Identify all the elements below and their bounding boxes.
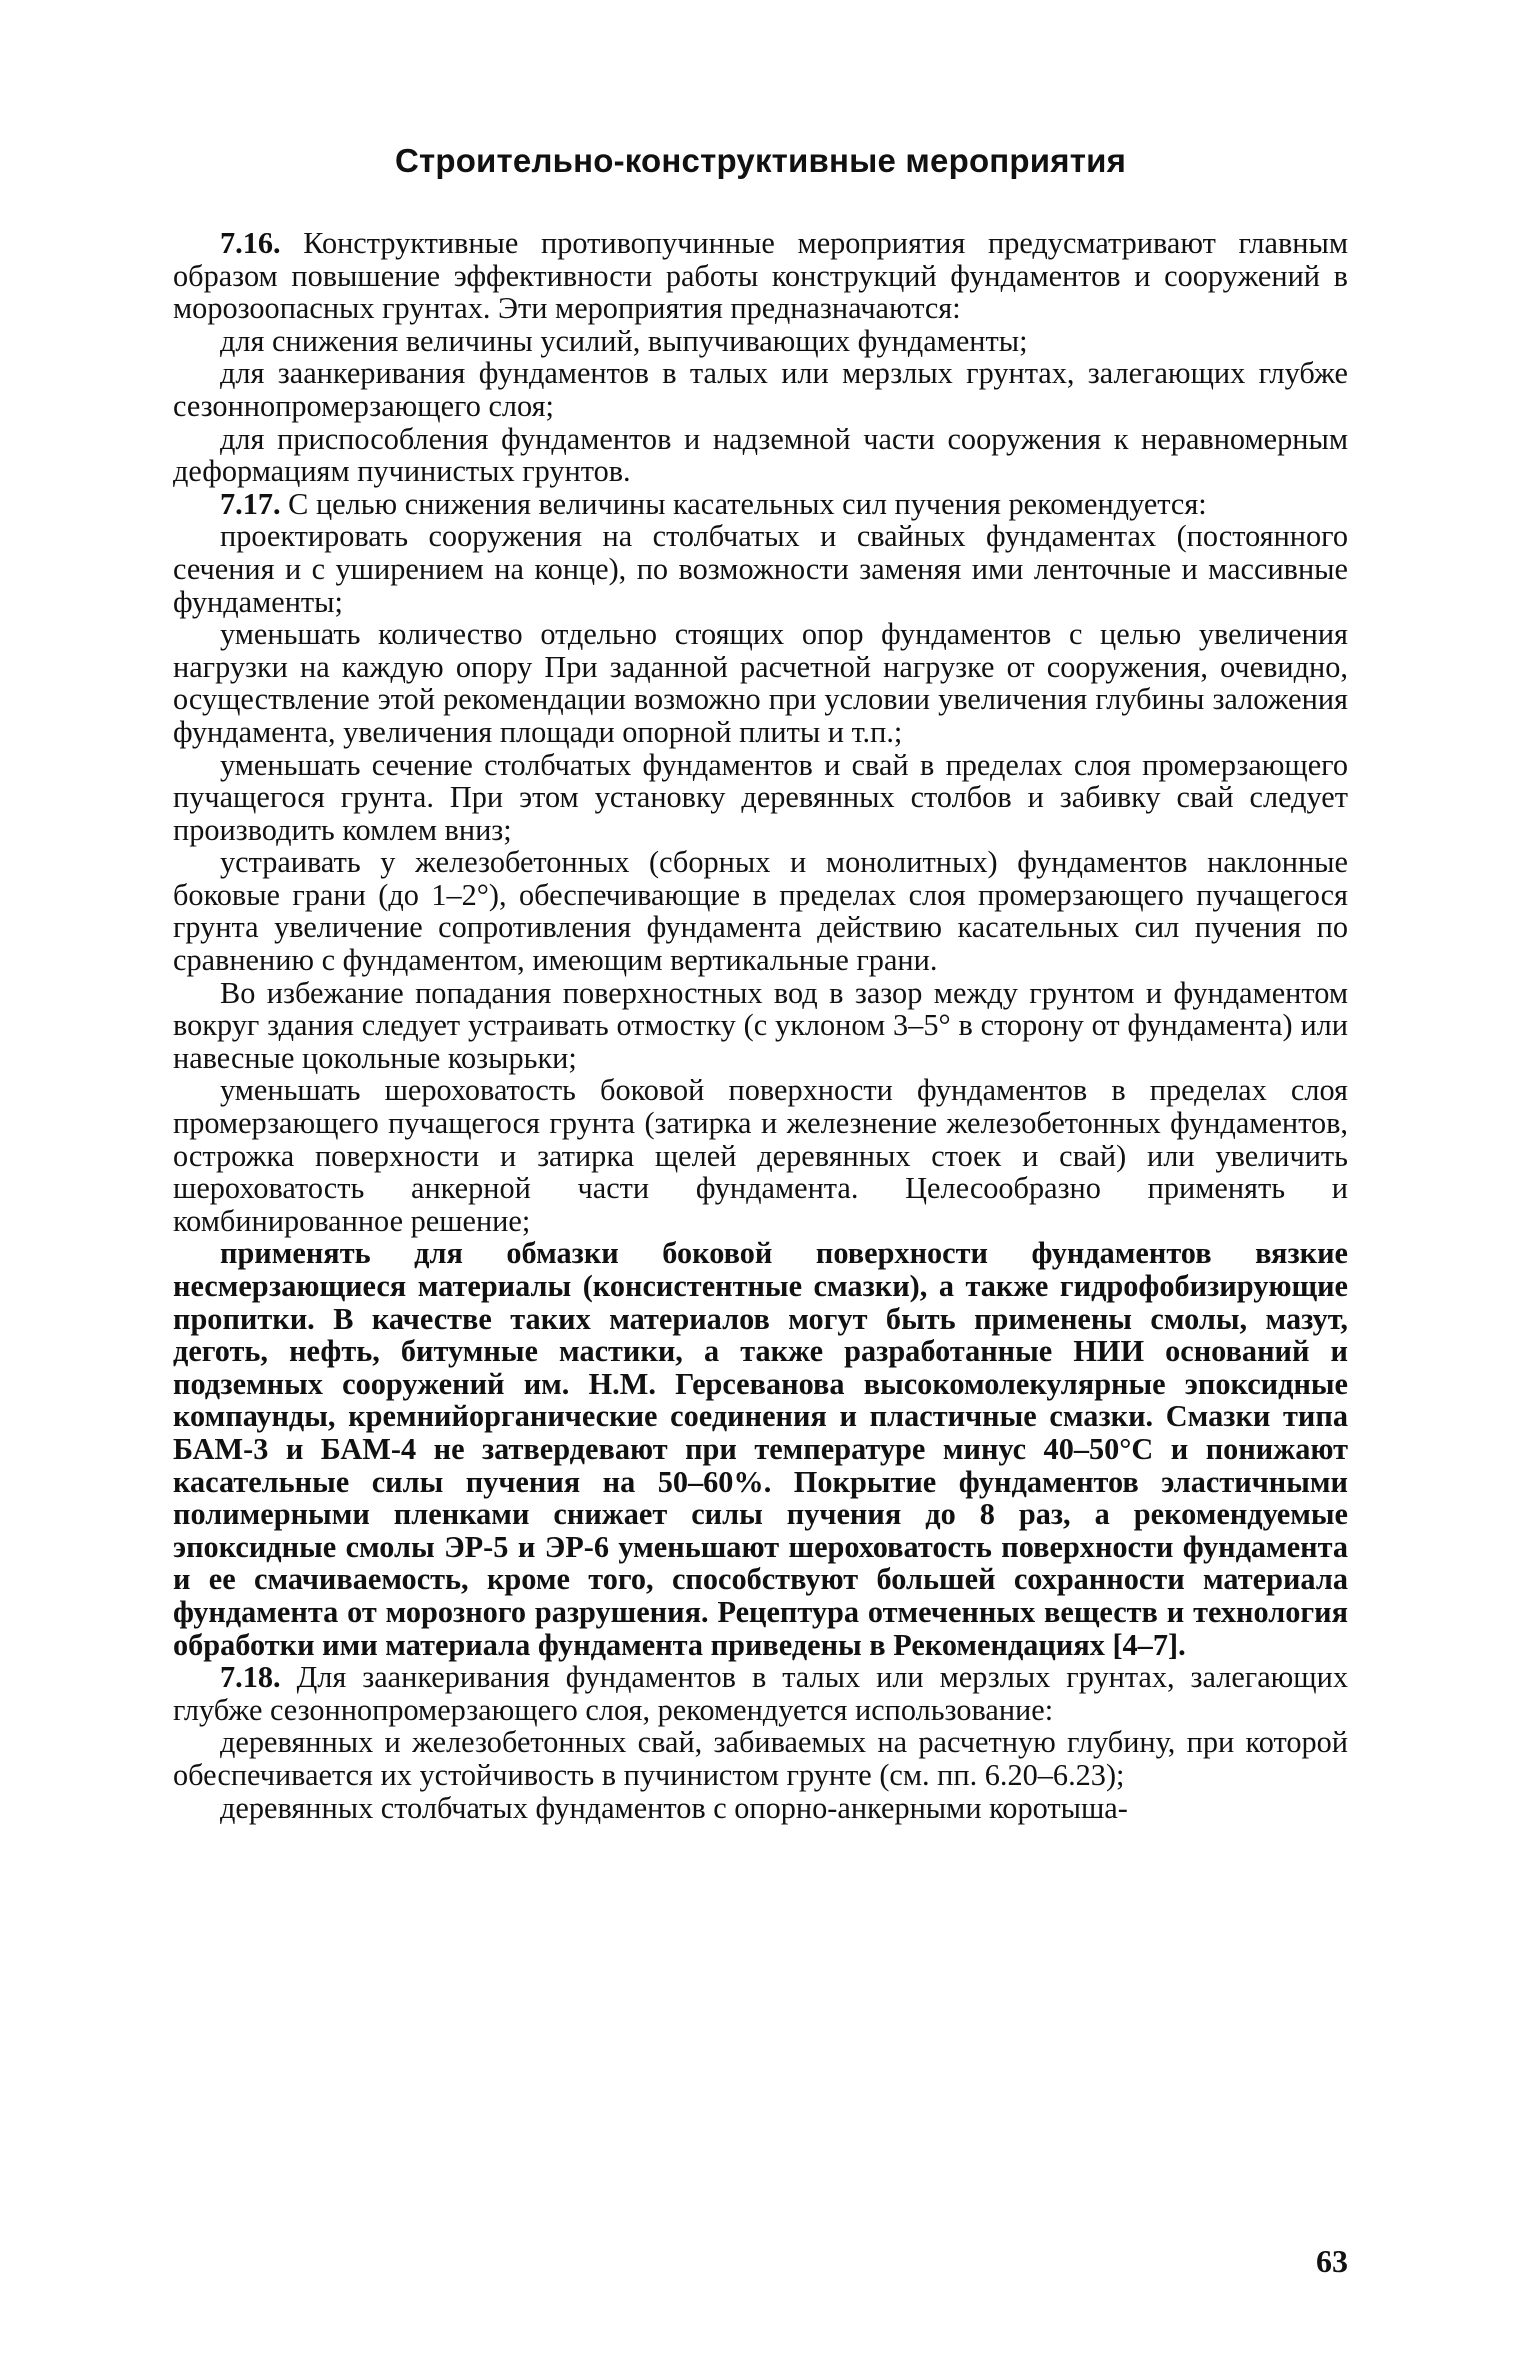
list-item: деревянных и железобетонных свай, забиваемых на расчетную глубину, при которой обеспечивается их устойчивость в пучинистом грунте (см. пп. 6.20–6.23); [173,1725,1348,1792]
list-item: устраивать у железобетонных (сборных и монолитных) фундаментов наклонные боковые грани (до 1–2°), обеспечивающие в пределах слоя промерзающего пучащегося грунта увеличение сопротивления фундамента действию касательных сил пучения по сравнению с фундаментом, имеющим вертикальные грани. [173,845,1348,978]
list-item: уменьшать шероховатость боковой поверхности фундаментов в пределах слоя промерзающего пучащегося грунта (затирка и железнение железобетонных фундаментов, острожка поверхности и затирка щелей деревянных стоек и свай) или увеличить шероховатость анкерной части фундамента. Целесообразно применять и комбинированное решение; [173,1073,1348,1238]
list-item: для приспособления фундаментов и надземной части сооружения к неравномерным деформациям пучинистых грунтов. [173,421,1348,489]
list-item: для снижения величины усилий, выпучивающих фундаменты; [220,323,1028,358]
paragraph-text: Для заанкеривания фундаментов в талых или мерзлых грунтах, залегающих глубже сезоннопромерзающего слоя, рекомендуется использование: [173,1660,1349,1727]
paragraph-7-16 [173,227,1348,325]
list-item: деревянных столбчатых фундаментов с опорно-анкерными коротыша- [220,1790,1128,1825]
list-item: для заанкеривания фундаментов в талых или мерзлых грунтах, залегающих глубже сезоннопромерзающего слоя; [173,356,1348,423]
clause-number: 7.16. [220,226,281,260]
paragraph-text: Конструктивные противопучинные мероприятия предусматривают главным образом повышение эффективности работы конструкций фундаментов и сооружений в морозоопасных грунтах. Эти мероприятия предназначаются: [173,226,1348,326]
list-item: уменьшать сечение столбчатых фундаментов и свай в пределах слоя промерзающего пучащегося грунта. При этом установку деревянных столбов и забивку свай следует производить комлем вниз; [173,747,1348,847]
section-title: Строительно-конструктивные мероприятия [394,142,1127,179]
page-number: 63 [1316,2243,1348,2279]
clause-number: 7.18. [220,1660,281,1695]
list-item: проектировать сооружения на столбчатых и свайных фундаментах (постоянного сечения и с уширением на конце), по возможности заменяя ими ленточные и массивные фундаменты; [173,519,1348,619]
paragraph-text: С целью снижения величины касательных сил пучения рекомендуется: [288,486,1207,521]
list-item: Во избежание попадания поверхностных вод в зазор между грунтом и фундаментом вокруг здания следует устраивать отмостку (с уклоном 3–5° в сторону от фундамента) или навесные цокольные козырьки; [173,975,1348,1075]
page-content [173,142,1348,1824]
clause-number: 7.17. [220,486,281,521]
list-item: применять для обмазки боковой поверхности фундаментов вязкие несмерзающиеся материалы (консистентные смазки), а также гидрофобизирующие пропитки. В качестве таких материалов могут быть применены смолы, мазут, деготь, нефть, битумные мастики, а также разработанные НИИ оснований и подземных сооружений им. Н.М. Герсеванова высокомолекулярные эпоксидные компаунды, кремнийорганические соединения и пластичные смазки. Смазки типа БАМ-3 и БАМ-4 не затвердевают при температуре минус 40–50°С и понижают касательные силы пучения на 50–60%. Покрытие фундаментов эластичными полимерными пленками снижает силы пучения до 8 раз, а рекомендуемые эпоксидные смолы ЭР-5 и ЭР-6 уменьшают шероховатость поверхности фундамента и ее смачиваемость, кроме того, способствуют большей сохранности материала фундамента от морозного разрушения. Рецептура отмеченных веществ и технология обработки ими материала фундамента приведены в Рекомендациях [4–7]. [173,1236,1348,1662]
paragraph-7-18 [173,1661,1348,1726]
list-item: уменьшать количество отдельно стоящих опор фундаментов с целью увеличения нагрузки на каждую опору При заданной расчетной нагрузке от сооружения, очевидно, осуществление этой рекомендации возможно при условии увеличения глубины заложения фундамента, увеличения площади опорной плиты и т.п.; [173,617,1348,749]
paragraph-7-17 [173,488,1348,521]
